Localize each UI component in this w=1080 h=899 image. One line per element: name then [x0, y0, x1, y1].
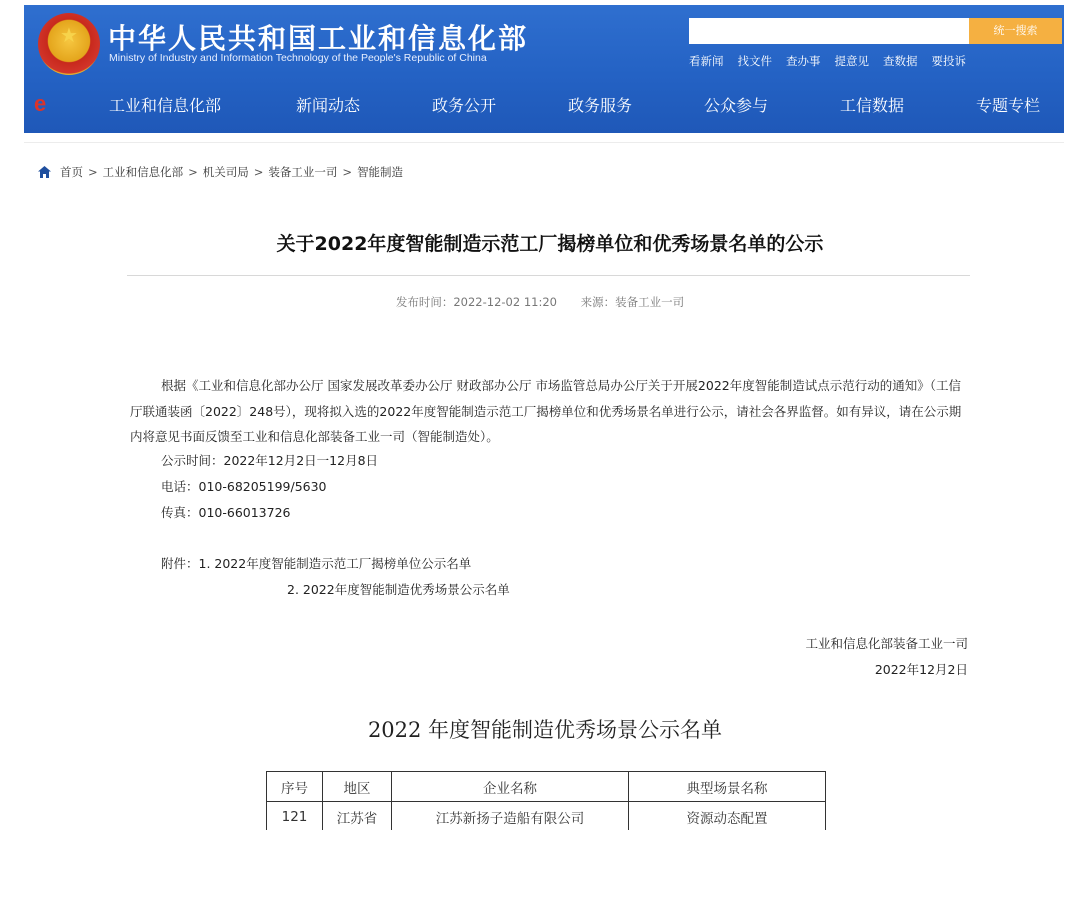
article-body: [130, 373, 970, 597]
quick-link-files[interactable]: 找文件: [737, 54, 772, 68]
breadcrumb-separator: >: [342, 165, 353, 179]
quick-links: [689, 53, 966, 69]
search-button[interactable]: 统一搜索: [969, 18, 1062, 44]
header-index: 序号: [267, 772, 323, 802]
signer: 工业和信息化部装备工业一司: [805, 636, 968, 651]
breadcrumb-separator: >: [253, 165, 264, 179]
sign-date: 2022年12月2日: [874, 662, 968, 677]
national-emblem-icon: ★: [38, 13, 100, 75]
home-icon[interactable]: [38, 166, 51, 178]
cell-region: 江苏省: [323, 802, 392, 832]
title-divider: [127, 275, 970, 276]
nav-item-news[interactable]: 新闻动态: [296, 96, 361, 115]
breadcrumb-separator: >: [88, 165, 98, 179]
article-title: 关于2022年度智能制造示范工厂揭榜单位和优秀场景名单的公示: [276, 233, 824, 255]
quick-link-news[interactable]: 看新闻: [689, 54, 724, 68]
breadcrumb-separator: >: [188, 165, 198, 179]
nav-item-ministry[interactable]: 工业和信息化部: [109, 96, 222, 115]
breadcrumb-departments[interactable]: 机关司局: [202, 165, 249, 179]
quick-link-services[interactable]: 查办事: [786, 54, 821, 68]
site-header: [24, 5, 1064, 133]
breadcrumb-smart-manufacturing[interactable]: 智能制造: [357, 165, 404, 179]
e-logo-icon[interactable]: e: [34, 91, 47, 116]
header-company: 企业名称: [392, 772, 629, 802]
nav-item-data[interactable]: 工信数据: [840, 96, 905, 115]
table-header-row: [267, 772, 826, 802]
attachment-link-2[interactable]: 2. 2022年度智能制造优秀场景公示名单: [287, 582, 510, 597]
cell-company: 江苏新扬子造船有限公司: [392, 802, 629, 832]
nav-item-topics[interactable]: 专题专栏: [976, 96, 1041, 115]
cell-index: 121: [267, 802, 323, 832]
article-meta: [0, 294, 1080, 310]
page-bottom-mask: [0, 830, 1080, 899]
quick-link-feedback[interactable]: 提意见: [834, 54, 869, 68]
quick-link-complaint[interactable]: 要投诉: [931, 54, 966, 68]
cell-scene: 资源动态配置: [629, 802, 826, 832]
publish-time: 发布时间：2022-12-02 11:20: [395, 295, 557, 309]
article-paragraph: 根据《工业和信息化部办公厅 国家发展改革委办公厅 财政部办公厅 市场监管总局办公厅关于开展2022年度智能制造试点示范行动的通知》（工信厅联通装函〔2022〕248号），现将拟入选的2022年度智能制造示范工厂揭榜单位和优秀场景名单进行公示，请社会各界监督。如有异议，请在公示期内将意见书面反馈至工业和信息化部装备工业一司（智能制造处）。: [130, 378, 962, 444]
search-input[interactable]: [689, 18, 969, 44]
nav-item-participation[interactable]: 公众参与: [704, 96, 769, 115]
article-source: 来源：装备工业一司: [580, 295, 685, 309]
breadcrumb-home[interactable]: 首页: [60, 165, 83, 179]
nav-item-services[interactable]: 政务服务: [568, 96, 633, 115]
header-divider: [24, 142, 1064, 143]
attachment-link-1[interactable]: 附件：1. 2022年度智能制造示范工厂揭榜单位公示名单: [161, 556, 472, 571]
notice-period: 公示时间：2022年12月2日一12月8日: [161, 453, 379, 468]
quick-link-data[interactable]: 查数据: [883, 54, 918, 68]
header-scene: 典型场景名称: [629, 772, 826, 802]
list-title: 2022 年度智能制造优秀场景公示名单: [367, 718, 723, 742]
nav-item-government-affairs[interactable]: 政务公开: [432, 96, 497, 115]
main-nav: [24, 89, 1064, 121]
table-row: [267, 802, 826, 832]
contact-phone: 电话：010-68205199/5630: [161, 479, 327, 494]
contact-fax: 传真：010-66013726: [161, 505, 291, 520]
site-subtitle: Ministry of Industry and Information Technology of the People's Republic of China: [109, 52, 487, 64]
breadcrumb: [38, 164, 403, 180]
site-title[interactable]: 中华人民共和国工业和信息化部: [108, 22, 529, 55]
breadcrumb-ministry[interactable]: 工业和信息化部: [102, 165, 184, 179]
scene-table: [266, 771, 826, 832]
breadcrumb-equipment-dept[interactable]: 装备工业一司: [268, 165, 338, 179]
header-region: 地区: [323, 772, 392, 802]
